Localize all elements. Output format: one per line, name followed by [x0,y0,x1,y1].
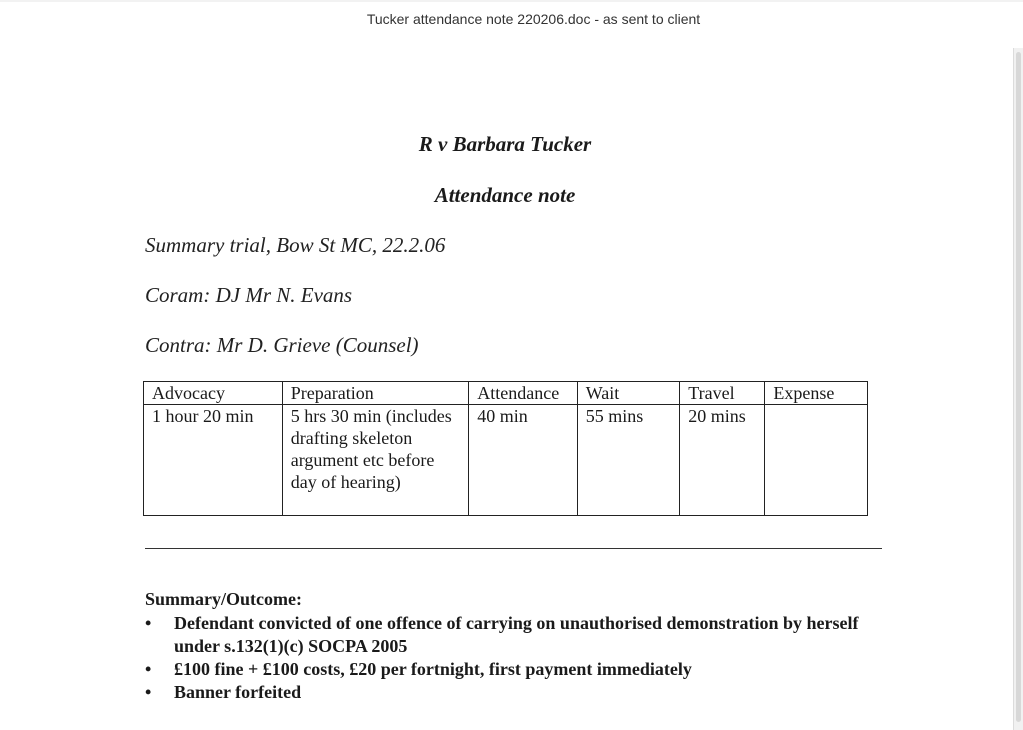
time-fees-table [143,381,868,516]
table-row [144,405,868,516]
list-item [145,612,875,658]
outcome-penalty: £100 fine + £100 costs, £20 per fortnight, first payment immediately [174,659,692,679]
bullet-icon: • [145,613,152,633]
cell-advocacy: 1 hour 20 min [144,405,283,516]
horizontal-rule [145,548,882,549]
header-advocacy: Advocacy [144,382,283,405]
window-title: Tucker attendance note 220206.doc - as sent to client [366,11,701,27]
header-wait: Wait [577,382,680,405]
bullet-icon: • [145,659,152,679]
list-item [145,658,875,681]
bullet-icon: • [145,682,152,702]
contra-line: Contra: Mr D. Grieve (Counsel) [145,333,419,357]
summary-heading: Summary/Outcome: [145,589,302,609]
outcome-forfeiture: Banner forfeited [174,682,302,702]
note-subtitle: Attendance note [434,183,576,207]
header-attendance: Attendance [469,382,577,405]
header-expense: Expense [765,382,868,405]
table-header-row [144,382,868,405]
cell-preparation: 5 hrs 30 min (includes drafting skeleton argument etc before day of hearing) [282,405,469,516]
outcome-conviction: Defendant convicted of one offence of carrying on unauthorised demonstration by herself under s.132(1)(c) SOCPA 2005 [174,613,859,656]
header-travel: Travel [680,382,765,405]
header-preparation: Preparation [282,382,469,405]
trial-details: Summary trial, Bow St MC, 22.2.06 [145,233,446,257]
cell-expense [765,405,868,516]
scrollbar-thumb[interactable] [1016,52,1021,722]
list-item [145,681,875,704]
cell-travel: 20 mins [680,405,765,516]
cell-attendance: 40 min [469,405,577,516]
cell-wait: 55 mins [577,405,680,516]
outcome-list [145,612,875,704]
case-title: R v Barbara Tucker [418,132,592,156]
coram-line: Coram: DJ Mr N. Evans [145,283,353,307]
